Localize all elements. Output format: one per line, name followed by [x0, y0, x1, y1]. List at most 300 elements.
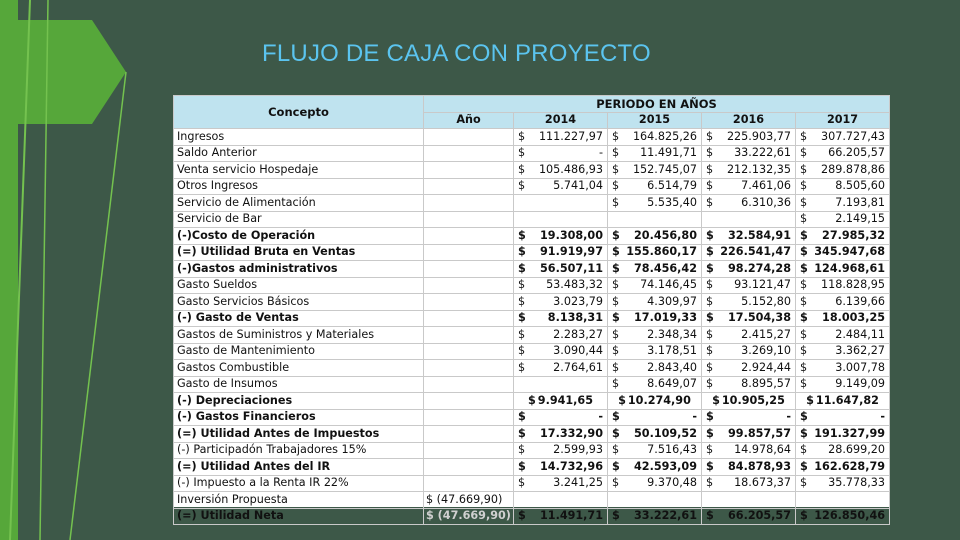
row-label: Saldo Anterior: [174, 145, 424, 162]
year-zero-cell: [424, 277, 514, 294]
cash-flow-table: [173, 95, 890, 525]
row-label: (-)Gastos administrativos: [174, 261, 424, 278]
row-label: (=) Utilidad Neta: [174, 508, 424, 525]
year-2014: 2014: [514, 112, 608, 129]
value-cell: [514, 277, 608, 294]
value-cell: [796, 459, 890, 476]
table-row: [174, 129, 890, 146]
year-zero-cell: $ (47.669,90): [424, 492, 514, 509]
table-row: [174, 310, 890, 327]
amount: 155.860,17: [626, 245, 697, 259]
currency-symbol: $: [612, 476, 620, 490]
amount: 8.649,07: [647, 377, 697, 391]
amount: 17.504,38: [728, 311, 791, 325]
value-cell: [796, 442, 890, 459]
amount: 7.516,43: [647, 443, 697, 457]
amount: 17.019,33: [634, 311, 697, 325]
currency-symbol: $: [706, 377, 714, 391]
value-cell: [608, 343, 702, 360]
year-zero-cell: [424, 475, 514, 492]
value-cell: [702, 327, 796, 344]
row-label: Gasto Servicios Básicos: [174, 294, 424, 311]
row-label: (-)Costo de Operación: [174, 228, 424, 245]
currency-symbol: $: [800, 443, 808, 457]
currency-symbol: $: [518, 311, 526, 325]
value-cell: [702, 442, 796, 459]
value-cell: [796, 228, 890, 245]
amount: 3.362,27: [835, 344, 886, 358]
year-zero-cell: [424, 129, 514, 146]
currency-symbol: $: [706, 228, 714, 242]
currency-symbol: $: [706, 261, 714, 275]
value-cell: [608, 376, 702, 393]
value-cell: [702, 492, 796, 509]
decorative-line: [70, 72, 126, 540]
amount: 5.741,04: [553, 179, 603, 193]
year-zero-cell: [424, 393, 514, 410]
value-cell: [608, 129, 702, 146]
row-label: Gasto de Mantenimiento: [174, 343, 424, 360]
currency-symbol: $: [612, 179, 620, 193]
table-row: [174, 211, 890, 228]
currency-symbol: $: [518, 245, 526, 259]
amount: 191.327,99: [814, 426, 886, 440]
year-zero-cell: [424, 409, 514, 426]
currency-symbol: $: [800, 146, 808, 160]
value-cell: [608, 145, 702, 162]
value-cell: [702, 211, 796, 228]
value-cell: [514, 294, 608, 311]
amount: 78.456,42: [634, 261, 697, 275]
currency-symbol: $: [518, 509, 526, 523]
value-cell: [702, 343, 796, 360]
amount: 4.309,97: [647, 294, 697, 308]
year-zero-cell: $ (47.669,90): [424, 508, 514, 525]
year-zero-cell: [424, 211, 514, 228]
amount: 9.370,48: [647, 476, 697, 490]
value-cell: [514, 442, 608, 459]
amount: 6.139,66: [835, 294, 886, 308]
amount: -: [598, 146, 603, 160]
amount: 212.132,35: [726, 162, 791, 176]
currency-symbol: $: [518, 344, 526, 358]
currency-symbol: $: [518, 146, 526, 160]
amount: 9.149,09: [835, 377, 886, 391]
currency-symbol: $: [612, 459, 620, 473]
row-label: Ingresos: [174, 129, 424, 146]
value-cell: [796, 343, 890, 360]
value-cell: [796, 162, 890, 179]
currency-symbol: $: [618, 393, 626, 407]
value-cell: [796, 211, 890, 228]
table-row: [174, 426, 890, 443]
value-cell: [796, 492, 890, 509]
currency-symbol: $: [712, 393, 720, 407]
value-cell: [796, 294, 890, 311]
value-cell: [608, 244, 702, 261]
currency-symbol: $: [612, 327, 620, 341]
row-label: (-) Impuesto a la Renta IR 22%: [174, 475, 424, 492]
value-cell: [608, 475, 702, 492]
amount: 2.149,15: [835, 212, 886, 226]
value-cell: [702, 508, 796, 525]
amount: 14.978,64: [734, 443, 791, 457]
currency-symbol: $: [800, 327, 808, 341]
value-cell: [514, 145, 608, 162]
period-header: PERIODO EN AÑOS: [424, 96, 890, 113]
currency-symbol: $: [706, 459, 714, 473]
currency-symbol: $: [612, 426, 620, 440]
value-cell: [796, 409, 890, 426]
currency-symbol: $: [518, 278, 526, 292]
amount: 66.205,57: [828, 146, 886, 160]
amount: 3.007,78: [835, 360, 886, 374]
value-cell: [702, 426, 796, 443]
row-label: Servicio de Alimentación: [174, 195, 424, 212]
amount: 33.222,61: [634, 509, 697, 523]
value-cell: [514, 178, 608, 195]
currency-symbol: $: [706, 410, 714, 424]
value-cell: [608, 492, 702, 509]
amount: 5.152,80: [741, 294, 791, 308]
amount: 32.584,91: [728, 228, 791, 242]
amount: 66.205,57: [728, 509, 791, 523]
row-label: Otros Ingresos: [174, 178, 424, 195]
year-zero-cell: [424, 294, 514, 311]
table-row: [174, 178, 890, 195]
value-cell: [702, 162, 796, 179]
amount: 8.505,60: [835, 179, 886, 193]
value-cell: [796, 277, 890, 294]
table-row: [174, 195, 890, 212]
amount: 28.699,20: [828, 443, 886, 457]
currency-symbol: $: [612, 360, 620, 374]
currency-symbol: $: [706, 360, 714, 374]
cash-flow-table-image: [173, 95, 889, 523]
row-label: (-) Gastos Financieros: [174, 409, 424, 426]
year-zero-cell: [424, 360, 514, 377]
currency-symbol: $: [706, 245, 714, 259]
amount: 6.310,36: [741, 195, 791, 209]
currency-symbol: $: [612, 245, 620, 259]
year-zero-cell: [424, 162, 514, 179]
currency-symbol: $: [800, 377, 808, 391]
amount: 2.415,27: [741, 327, 791, 341]
currency-symbol: $: [800, 344, 808, 358]
currency-symbol: $: [800, 129, 808, 143]
value-cell: [796, 310, 890, 327]
value-cell: [702, 195, 796, 212]
currency-symbol: $: [800, 245, 808, 259]
value-cell: [514, 492, 608, 509]
currency-symbol: $: [612, 377, 620, 391]
row-label: (=) Utilidad Antes de Impuestos: [174, 426, 424, 443]
amount: 226.541,47: [720, 245, 791, 259]
currency-symbol: $: [612, 344, 620, 358]
year-zero-cell: [424, 310, 514, 327]
currency-symbol: $: [800, 294, 808, 308]
amount: 17.332,90: [540, 426, 603, 440]
amount: 42.593,09: [634, 459, 697, 473]
value-cell: [514, 261, 608, 278]
currency-symbol: $: [518, 294, 526, 308]
currency-symbol: $: [706, 426, 714, 440]
value-cell: [514, 459, 608, 476]
value-cell: [702, 360, 796, 377]
amount: 9.941,65: [537, 393, 593, 407]
value-cell: [702, 277, 796, 294]
concept-header: Concepto: [174, 96, 424, 129]
amount: 3.241,25: [553, 476, 603, 490]
amount: 11.647,82: [815, 393, 879, 407]
value-cell: [514, 228, 608, 245]
currency-symbol: $: [612, 278, 620, 292]
value-cell: [514, 310, 608, 327]
amount: -: [786, 410, 791, 424]
currency-symbol: $: [706, 344, 714, 358]
value-cell: [796, 508, 890, 525]
amount: 5.535,40: [647, 195, 697, 209]
amount: 98.274,28: [728, 261, 791, 275]
value-cell: [514, 409, 608, 426]
row-label: (-) Participadón Trabajadores 15%: [174, 442, 424, 459]
value-cell: [702, 376, 796, 393]
amount: 307.727,43: [820, 129, 886, 143]
amount: 33.222,61: [734, 146, 791, 160]
row-label: Servicio de Bar: [174, 211, 424, 228]
value-cell: [608, 228, 702, 245]
value-cell: [608, 393, 702, 410]
value-cell: [514, 244, 608, 261]
value-cell: [702, 244, 796, 261]
row-label: Gastos de Suministros y Materiales: [174, 327, 424, 344]
currency-symbol: $: [612, 294, 620, 308]
currency-symbol: $: [518, 162, 526, 176]
value-cell: [514, 475, 608, 492]
currency-symbol: $: [800, 311, 808, 325]
currency-symbol: $: [518, 261, 526, 275]
row-label: Gasto de Insumos: [174, 376, 424, 393]
currency-symbol: $: [612, 162, 620, 176]
amount: 2.843,40: [647, 360, 697, 374]
row-label: (=) Utilidad Bruta en Ventas: [174, 244, 424, 261]
amount: 6.514,79: [647, 179, 697, 193]
row-label: Inversión Propuesta: [174, 492, 424, 509]
value-cell: [608, 459, 702, 476]
value-cell: [608, 277, 702, 294]
value-cell: [514, 343, 608, 360]
amount: 50.109,52: [634, 426, 697, 440]
currency-symbol: $: [518, 410, 526, 424]
currency-symbol: $: [518, 459, 526, 473]
year-2017: 2017: [796, 112, 890, 129]
currency-symbol: $: [806, 393, 814, 407]
amount: 345.947,68: [814, 245, 886, 259]
amount: -: [692, 410, 697, 424]
amount: 2.599,93: [553, 443, 603, 457]
amount: 18.003,25: [822, 311, 886, 325]
amount: 162.628,79: [814, 459, 886, 473]
table-body: [174, 129, 890, 525]
currency-symbol: $: [800, 261, 808, 275]
currency-symbol: $: [706, 179, 714, 193]
table-row: [174, 327, 890, 344]
value-cell: [796, 129, 890, 146]
currency-symbol: $: [518, 360, 526, 374]
value-cell: [702, 459, 796, 476]
amount: -: [880, 410, 886, 424]
amount: 3.178,51: [647, 344, 697, 358]
currency-symbol: $: [706, 278, 714, 292]
value-cell: [514, 393, 608, 410]
amount: 53.483,32: [546, 278, 603, 292]
amount: -: [598, 410, 603, 424]
value-cell: [514, 327, 608, 344]
amount: 118.828,95: [820, 278, 886, 292]
value-cell: [702, 294, 796, 311]
year-zero-cell: [424, 261, 514, 278]
row-label: (-) Gasto de Ventas: [174, 310, 424, 327]
currency-symbol: $: [518, 443, 526, 457]
value-cell: [608, 162, 702, 179]
currency-symbol: $: [706, 129, 714, 143]
currency-symbol: $: [706, 509, 714, 523]
year-zero-cell: [424, 343, 514, 360]
table-row: [174, 492, 890, 509]
year-zero-cell: [424, 178, 514, 195]
currency-symbol: $: [706, 162, 714, 176]
value-cell: [608, 508, 702, 525]
value-cell: [608, 195, 702, 212]
slide-title: FLUJO DE CAJA CON PROYECTO: [262, 40, 651, 67]
currency-symbol: $: [800, 162, 808, 176]
amount: 3.023,79: [553, 294, 603, 308]
year-2015: 2015: [608, 112, 702, 129]
amount: 2.484,11: [835, 327, 886, 341]
value-cell: [796, 145, 890, 162]
currency-symbol: $: [800, 278, 808, 292]
year-zero-cell: [424, 442, 514, 459]
value-cell: [702, 129, 796, 146]
currency-symbol: $: [706, 294, 714, 308]
currency-symbol: $: [800, 179, 808, 193]
amount: 8.138,31: [547, 311, 603, 325]
value-cell: [608, 442, 702, 459]
amount: 289.878,86: [820, 162, 886, 176]
year-zero-cell: [424, 426, 514, 443]
value-cell: [514, 129, 608, 146]
value-cell: [608, 178, 702, 195]
value-cell: [702, 145, 796, 162]
currency-symbol: $: [612, 509, 620, 523]
amount: 93.121,47: [734, 278, 791, 292]
amount: 18.673,37: [734, 476, 791, 490]
currency-symbol: $: [800, 195, 808, 209]
amount: 2.764,61: [553, 360, 603, 374]
table-row: [174, 459, 890, 476]
currency-symbol: $: [612, 410, 620, 424]
currency-symbol: $: [706, 195, 714, 209]
amount: 8.895,57: [741, 377, 791, 391]
table-row: [174, 442, 890, 459]
value-cell: [514, 360, 608, 377]
table-row: [174, 343, 890, 360]
value-cell: [608, 426, 702, 443]
amount: 126.850,46: [814, 509, 886, 523]
value-cell: [796, 178, 890, 195]
table-row: [174, 162, 890, 179]
value-cell: [514, 162, 608, 179]
value-cell: [796, 475, 890, 492]
table-row: [174, 376, 890, 393]
table-row: [174, 228, 890, 245]
currency-symbol: $: [527, 393, 536, 407]
amount: 99.857,57: [728, 426, 791, 440]
amount: 35.778,33: [828, 476, 886, 490]
currency-symbol: $: [800, 509, 808, 523]
currency-symbol: $: [518, 129, 526, 143]
table-row: [174, 277, 890, 294]
value-cell: [608, 360, 702, 377]
currency-symbol: $: [518, 179, 526, 193]
currency-symbol: $: [800, 476, 808, 490]
currency-symbol: $: [706, 476, 714, 490]
value-cell: [796, 376, 890, 393]
year-zero-cell: [424, 195, 514, 212]
year-header: Año: [424, 112, 514, 129]
currency-symbol: $: [518, 327, 526, 341]
value-cell: [702, 261, 796, 278]
currency-symbol: $: [706, 146, 714, 160]
table-row: [174, 145, 890, 162]
year-zero-cell: [424, 145, 514, 162]
value-cell: [796, 327, 890, 344]
currency-symbol: $: [800, 459, 808, 473]
currency-symbol: $: [706, 311, 714, 325]
row-label: Gasto Sueldos: [174, 277, 424, 294]
table-row: [174, 508, 890, 525]
value-cell: [514, 426, 608, 443]
row-label: (-) Depreciaciones: [174, 393, 424, 410]
year-zero-cell: [424, 327, 514, 344]
value-cell: [796, 261, 890, 278]
value-cell: [608, 310, 702, 327]
currency-symbol: $: [706, 327, 714, 341]
amount: 20.456,80: [634, 228, 697, 242]
currency-symbol: $: [800, 410, 808, 424]
amount: 2.348,34: [647, 327, 697, 341]
amount: 10.274,90: [627, 393, 691, 407]
value-cell: [702, 178, 796, 195]
table-row: [174, 475, 890, 492]
amount: 91.919,97: [540, 245, 603, 259]
year-2016: 2016: [702, 112, 796, 129]
currency-symbol: $: [612, 311, 620, 325]
value-cell: [514, 376, 608, 393]
row-label: Venta servicio Hospedaje: [174, 162, 424, 179]
currency-symbol: $: [800, 228, 808, 242]
currency-symbol: $: [612, 129, 620, 143]
amount: 11.491,71: [540, 509, 603, 523]
amount: 3.090,44: [553, 344, 603, 358]
amount: 7.193,81: [835, 195, 886, 209]
amount: 2.283,27: [553, 327, 603, 341]
year-zero-cell: [424, 244, 514, 261]
value-cell: [514, 508, 608, 525]
currency-symbol: $: [612, 261, 620, 275]
table-row: [174, 294, 890, 311]
table-row: [174, 261, 890, 278]
